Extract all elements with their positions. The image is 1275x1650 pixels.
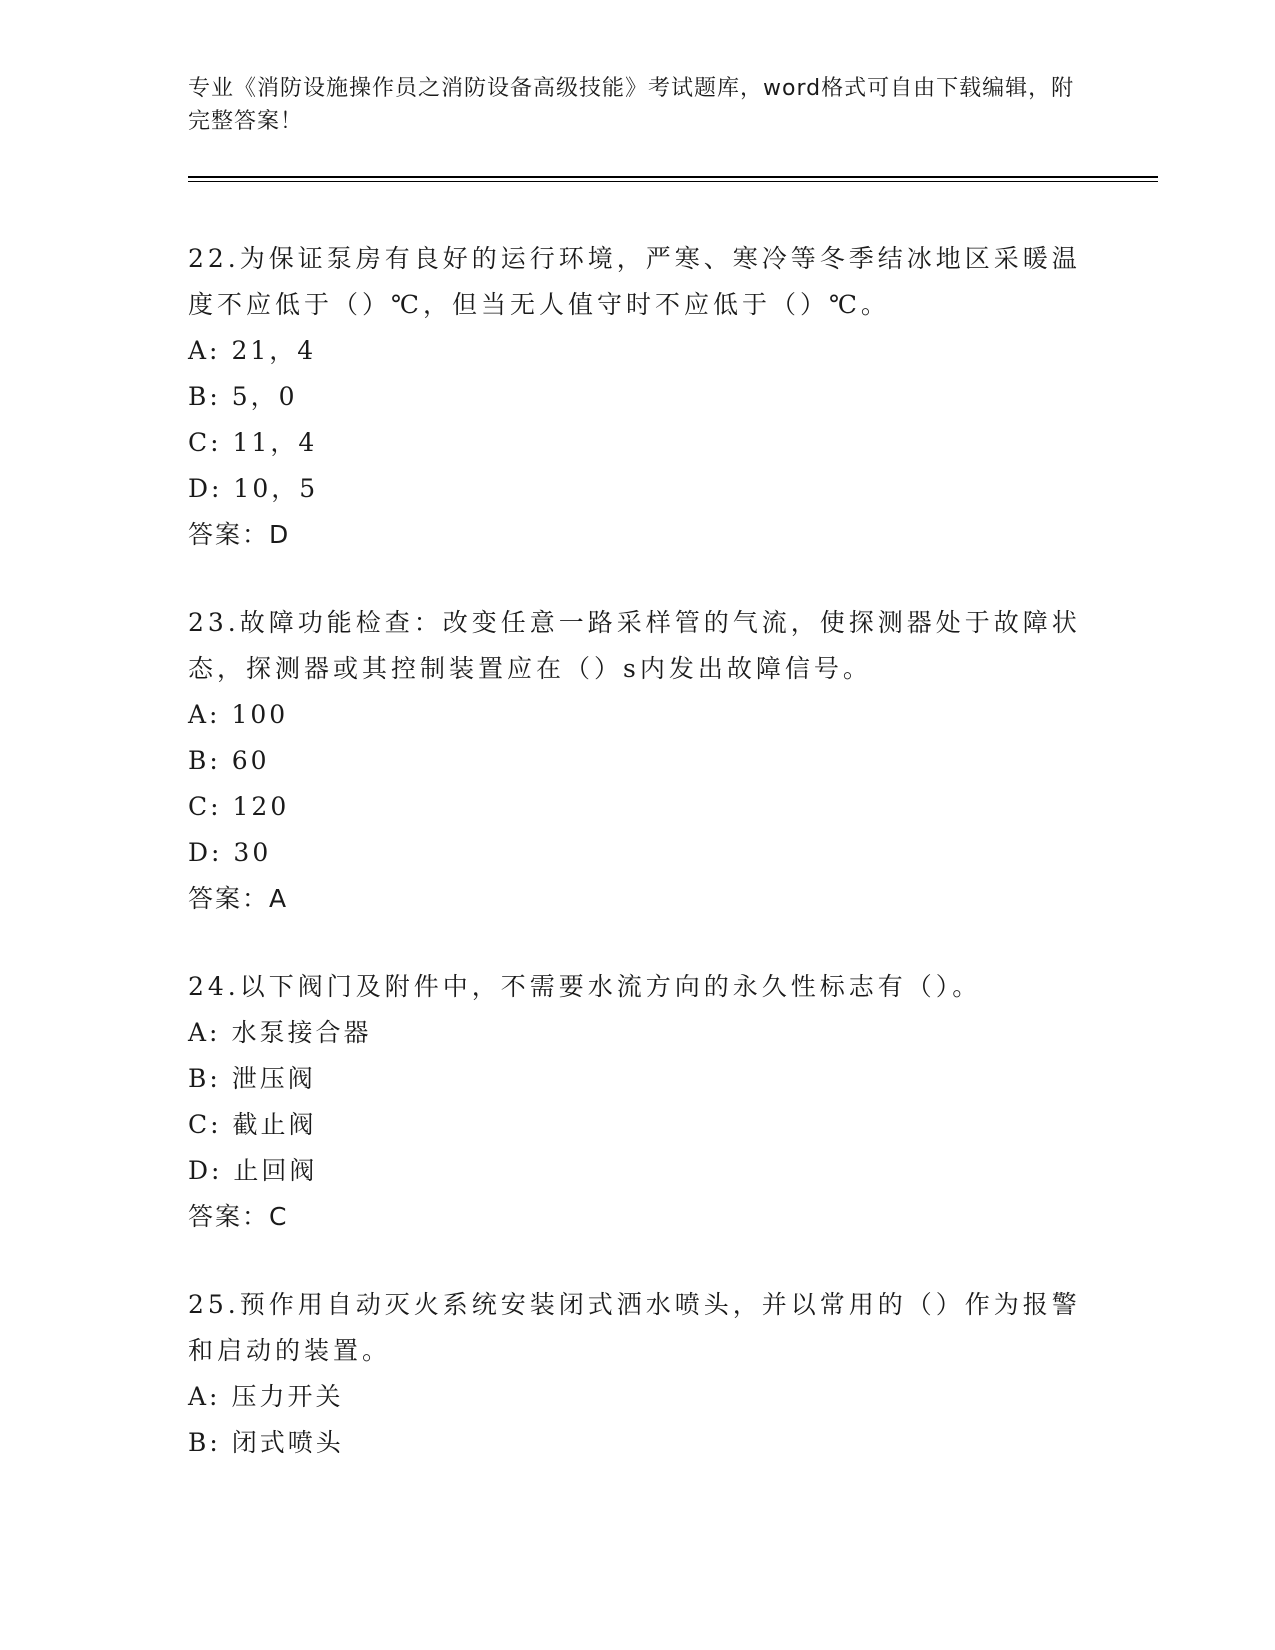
document-header: 专业《消防设施操作员之消防设备高级技能》考试题库，word格式可自由下载编辑，附完整答案！ [188,76,1075,134]
option-c [188,784,1088,830]
answer-line: 答案：D [188,520,291,549]
option-b [188,1420,1088,1466]
question-text: 24.以下阀门及附件中，不需要水流方向的永久性标志有（）。 [188,972,982,1001]
option-value: 120 [232,792,290,821]
option-a [188,1010,1088,1056]
option-a [188,1374,1088,1420]
option-value: 10，5 [233,474,319,503]
question-22 [188,236,1088,558]
question-text: 22.为保证泵房有良好的运行环境，严寒、寒冷等冬季结冰地区采暖温度不应低于（）℃，但当无人值守时不应低于（）℃。 [188,244,1081,319]
option-b [188,1056,1088,1102]
option-d [188,830,1088,876]
option-label: D: [188,838,223,867]
header-divider-thin [188,181,1158,182]
option-label: A: [188,1018,221,1047]
option-label: C: [188,428,222,457]
option-value: 截止阀 [232,1110,317,1139]
option-value: 30 [233,838,272,867]
option-b [188,374,1088,420]
option-b [188,738,1088,784]
option-value: 水泵接合器 [231,1018,372,1047]
option-label: B: [188,746,221,775]
option-label: B: [188,1428,221,1457]
option-d [188,1148,1088,1194]
option-c [188,1102,1088,1148]
option-label: C: [188,1110,222,1139]
option-a [188,692,1088,738]
option-label: D: [188,474,223,503]
question-text: 25.预作用自动灭火系统安装闭式洒水喷头，并以常用的（）作为报警和启动的装置。 [188,1290,1081,1365]
option-label: D: [188,1156,223,1185]
option-label: A: [188,700,221,729]
option-label: B: [188,1064,221,1093]
question-text: 23.故障功能检查：改变任意一路采样管的气流，使探测器处于故障状态，探测器或其控制装置应在（）s内发出故障信号。 [188,608,1081,683]
question-list [188,236,1088,1508]
option-label: B: [188,382,221,411]
option-value: 闭式喷头 [231,1428,344,1457]
option-c [188,420,1088,466]
option-label: A: [188,336,221,365]
option-value: 止回阀 [233,1156,318,1185]
question-23 [188,600,1088,922]
option-label: A: [188,1382,221,1411]
option-value: 压力开关 [231,1382,344,1411]
question-25 [188,1282,1088,1466]
header-divider [188,176,1158,178]
option-value: 11，4 [232,428,318,457]
option-value: 泄压阀 [231,1064,316,1093]
option-value: 60 [231,746,270,775]
answer-line: 答案：A [188,884,289,913]
answer-line: 答案：C [188,1202,289,1231]
option-value: 5，0 [231,382,298,411]
option-label: C: [188,792,222,821]
option-value: 21，4 [231,336,317,365]
question-24 [188,964,1088,1240]
option-value: 100 [231,700,289,729]
option-d [188,466,1088,512]
option-a [188,328,1088,374]
